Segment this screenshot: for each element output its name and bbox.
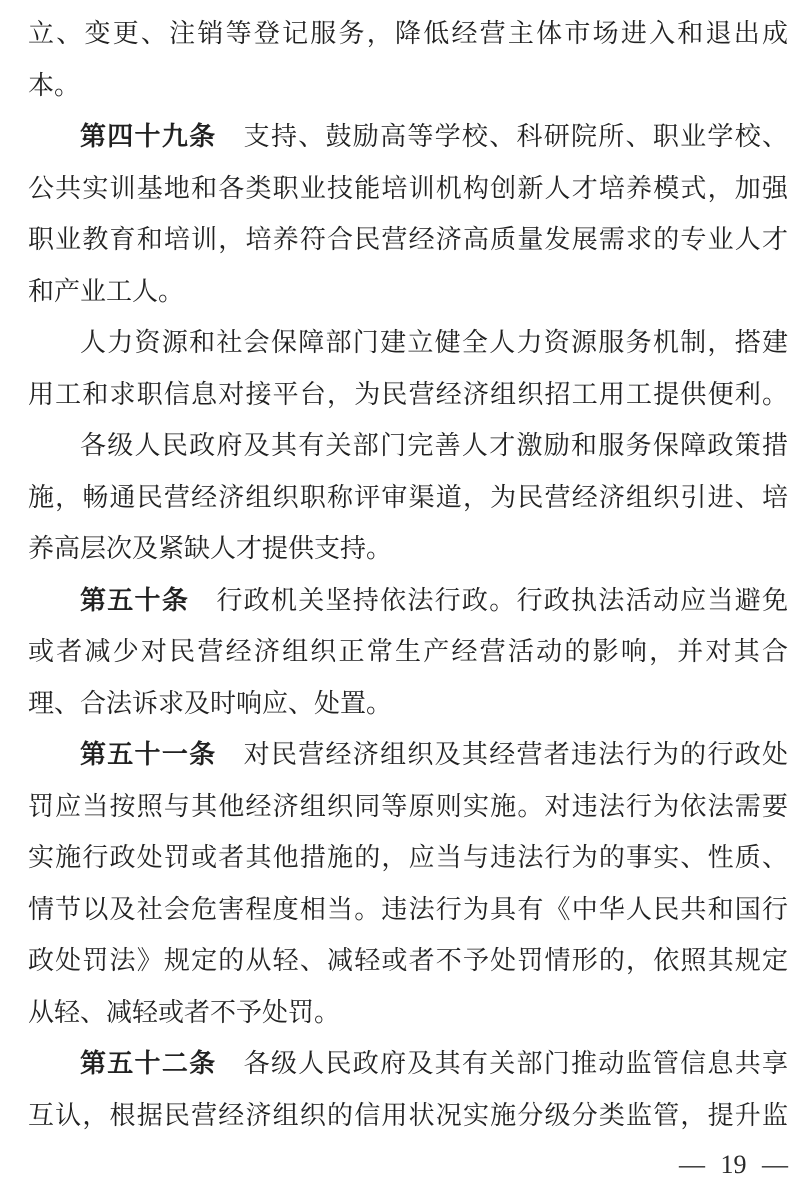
text-line: 情节以及社会危害程度相当。违法行为具有《中华人民共和国行 (28, 894, 788, 924)
text-line: 职业教育和培训，培养符合民营经济高质量发展需求的专业人才 (28, 225, 788, 254)
article-line: 第五十条 行政机关坚持依法行政。行政执法活动应当避免 (80, 585, 788, 615)
article-line: 第四十九条 支持、鼓励高等学校、科研院所、职业学校、 (80, 122, 788, 151)
article-line: 第五十一条 对民营经济组织及其经营者违法行为的行政处 (80, 740, 788, 769)
page-number: — 19 — (679, 1150, 788, 1179)
text-line: 本。 (28, 70, 81, 100)
article-number: 第五十条 (80, 585, 190, 615)
text-line: 政处罚法》规定的从轻、减轻或者不予处罚情形的，依照其规定 (28, 946, 788, 975)
text-line: 理、合法诉求及时响应、处置。 (28, 688, 393, 718)
text-line: 各级人民政府及其有关部门完善人才激励和服务保障政策措 (80, 431, 788, 460)
text-line: 养高层次及紧缺人才提供支持。 (28, 534, 393, 563)
article-number: 第五十二条 (80, 1049, 217, 1078)
text-line: 实施行政处罚或者其他措施的，应当与违法行为的事实、性质、 (28, 843, 788, 872)
text-line: 人力资源和社会保障部门建立健全人力资源服务机制，搭建 (80, 328, 788, 357)
text-line: 罚应当按照与其他经济组织同等原则实施。对违法行为依法需要 (28, 791, 788, 821)
text-line: 施，畅通民营经济组织职称评审渠道，为民营经济组织引进、培 (28, 482, 788, 512)
article-line: 第五十二条 各级人民政府及其有关部门推动监管信息共享 (80, 1049, 788, 1078)
document-body (28, 8, 788, 1141)
text-line: 互认，根据民营经济组织的信用状况实施分级分类监管，提升监 (28, 1100, 788, 1130)
text-line: 立、变更、注销等登记服务，降低经营主体市场进入和退出成 (28, 19, 788, 48)
text-line: 和产业工人。 (28, 276, 185, 306)
text-line: 用工和求职信息对接平台，为民营经济组织招工用工提供便利。 (28, 379, 788, 409)
text-line: 或者减少对民营经济组织正常生产经营活动的影响，并对其合 (28, 637, 788, 666)
article-number: 第五十一条 (80, 740, 217, 769)
text-line: 公共实训基地和各类职业技能培训机构创新人才培养模式，加强 (28, 173, 788, 203)
text-line: 从轻、减轻或者不予处罚。 (28, 997, 341, 1027)
article-number: 第四十九条 (80, 122, 217, 151)
